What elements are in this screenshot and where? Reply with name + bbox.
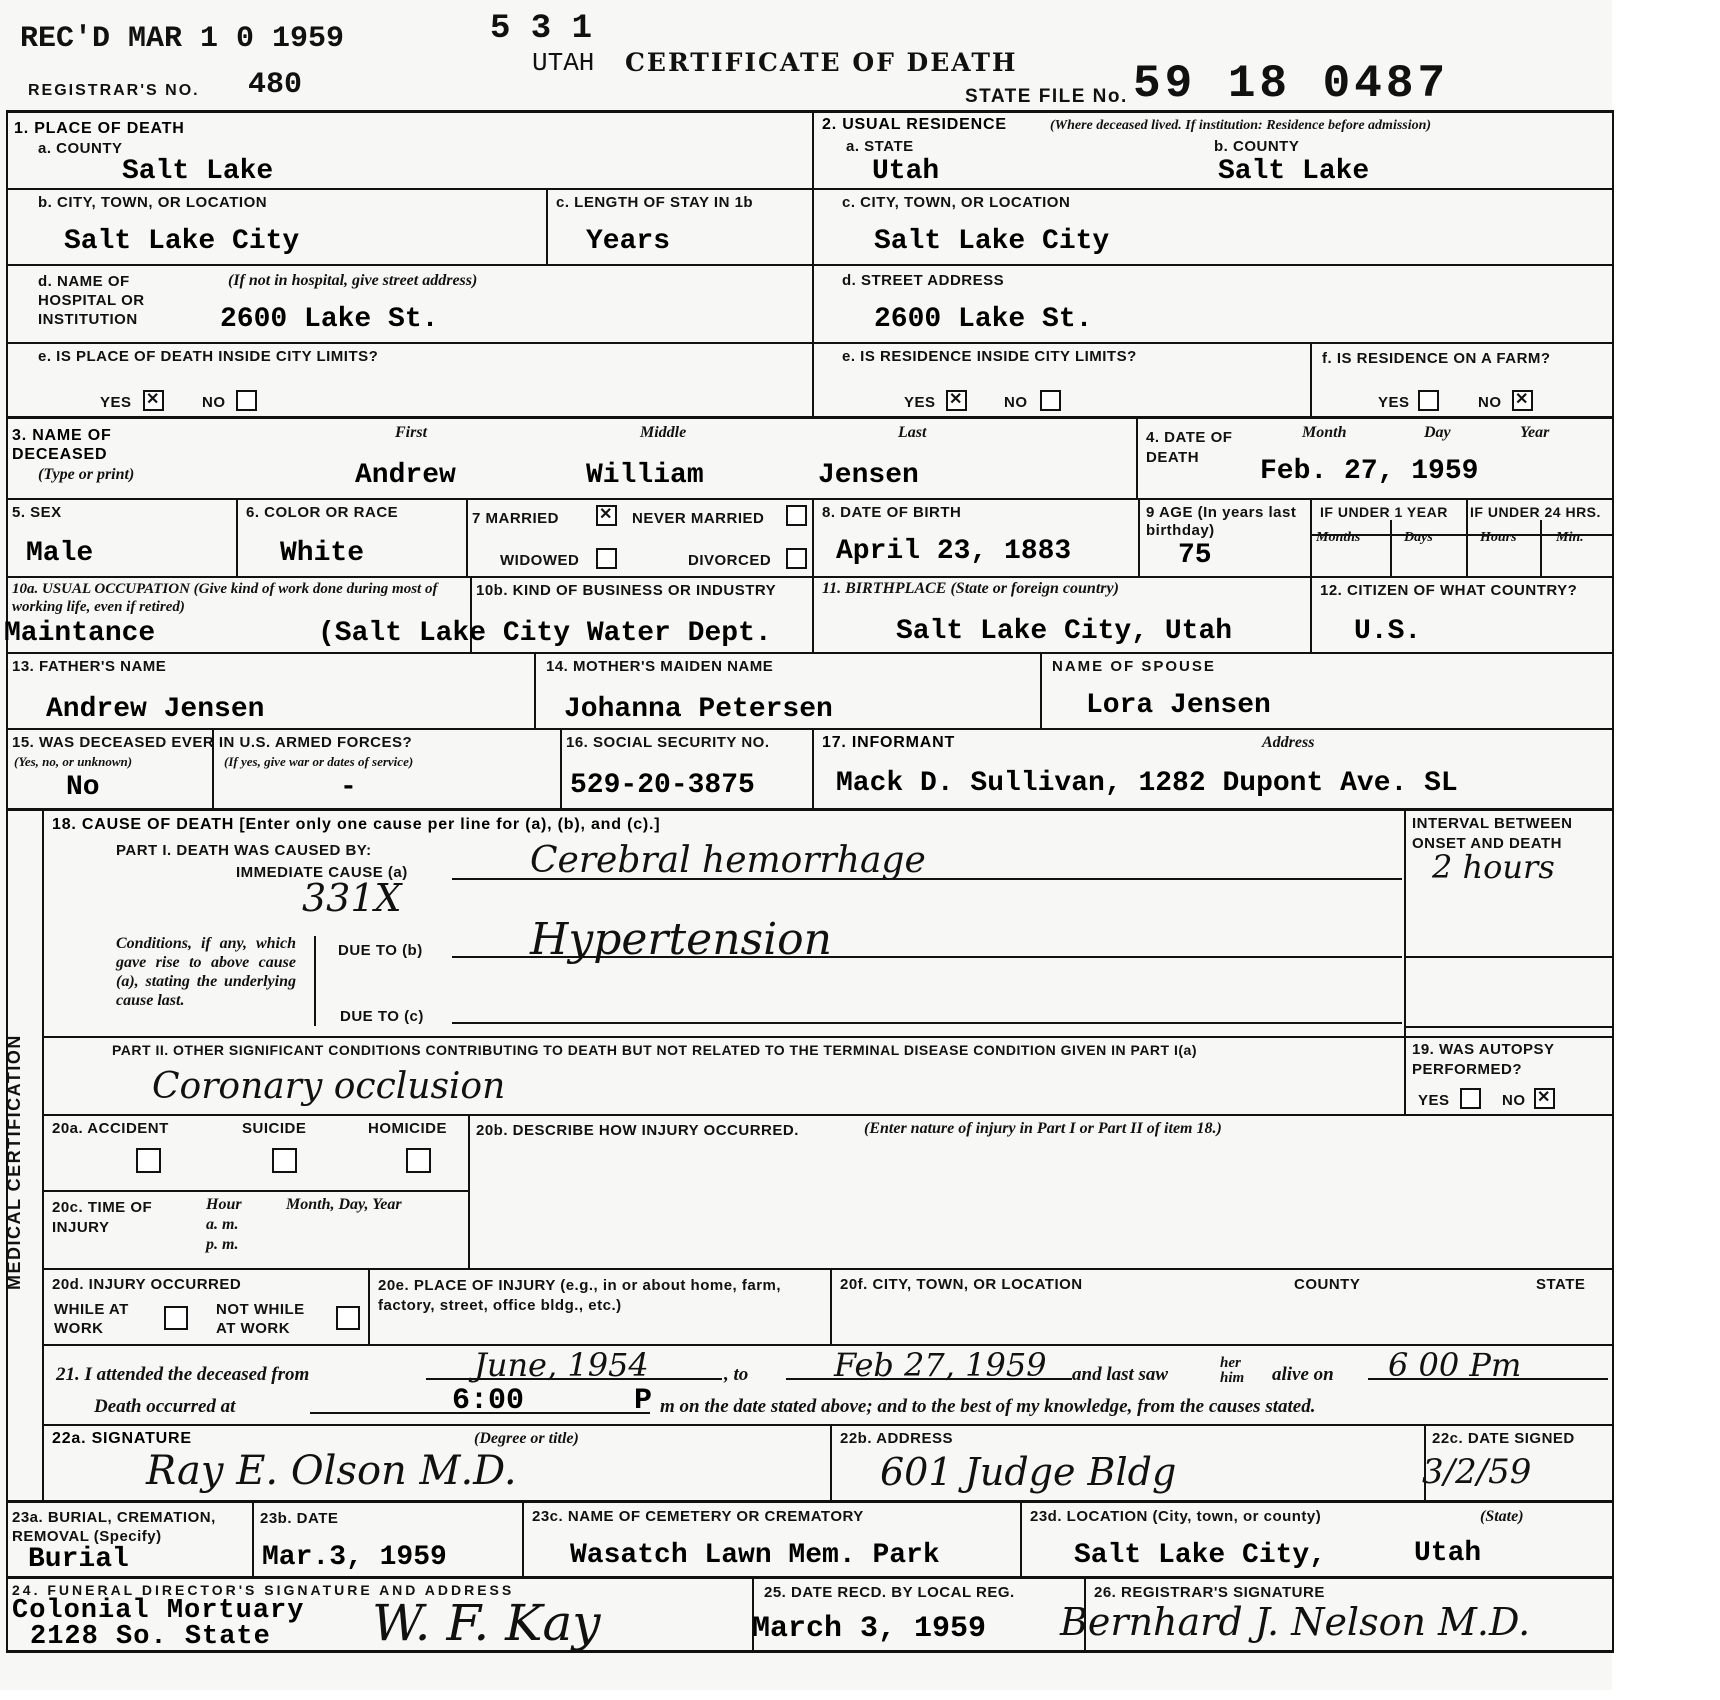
stay-label: c. LENGTH OF STAY IN 1b [556,194,754,211]
first-name: Andrew [355,460,456,491]
last-label: Last [898,424,927,441]
place-of-injury-label: 20e. PLACE OF INJURY (e.g., in or about home, farm, factory, street, office bldg., etc.) [378,1277,782,1314]
date-of-birth: April 23, 1883 [836,536,1072,567]
residence-limits-yes-label: YES [904,394,936,411]
residence-city: Salt Lake City [874,226,1110,257]
date-signed-label: 22c. DATE SIGNED [1432,1430,1575,1447]
month-day-year-label: Month, Day, Year [286,1196,402,1213]
death-limits-yes-checkbox[interactable] [143,390,164,411]
while-at-work-checkbox[interactable] [164,1306,188,1330]
registrar-no-label: REGISTRAR'S NO. [28,82,200,99]
funeral-home-name: Colonial Mortuary [12,1596,305,1626]
middle-label: Middle [640,424,687,441]
her-him-label: her him [1220,1355,1245,1386]
date-of-death: Feb. 27, 1959 [1260,456,1479,487]
not-while-at-work-checkbox[interactable] [336,1306,360,1330]
dob-label: 8. DATE OF BIRTH [822,504,962,521]
residence-state: Utah [872,156,940,187]
funeral-director-label: 24. FUNERAL DIRECTOR'S SIGNATURE AND ADDRESS [12,1582,515,1598]
months-label: Months [1316,530,1361,545]
residence-section: 2. USUAL RESIDENCE [822,116,1007,133]
autopsy-label: 19. WAS AUTOPSY PERFORMED? [1412,1041,1555,1078]
attended-to: Feb 27, 1959 [834,1346,1047,1384]
date-signed: 3/2/59 [1422,1452,1532,1492]
residence-city-label: c. CITY, TOWN, OR LOCATION [842,194,1071,211]
death-occurred-label: Death occurred at [94,1396,236,1417]
widowed-label: WIDOWED [500,552,580,569]
accident-label: 20a. ACCIDENT [52,1120,169,1137]
burial-type: Burial [28,1544,129,1575]
armed-note-2: (If yes, give war or dates of service) [224,754,414,769]
birthplace-label: 11. BIRTHPLACE (State or foreign country) [822,580,1119,597]
immediate-cause-label: IMMEDIATE CAUSE (a) [236,864,408,881]
death-limits-no-label: NO [202,394,226,411]
part-1-label: PART I. DEATH WAS CAUSED BY: [116,842,372,859]
injury-city-label: 20f. CITY, TOWN, OR LOCATION [840,1276,1083,1293]
cemetery-label: 23c. NAME OF CEMETERY OR CREMATORY [532,1508,864,1525]
pm-label: p. m. [206,1236,239,1253]
burial-state: Utah [1414,1538,1482,1569]
armed-forces: No [66,772,100,803]
sex-label: 5. SEX [12,504,62,521]
conditions-note: Conditions, if any, which gave rise to above cause (a), stating the underlying cause last. [116,935,296,1009]
never-married-checkbox[interactable] [786,505,807,526]
citizen: U.S. [1354,616,1422,647]
homicide-checkbox[interactable] [406,1148,431,1173]
attended-from: June, 1954 [474,1346,649,1384]
business-label: 10b. KIND OF BUSINESS OR INDUSTRY [476,582,777,599]
residence-limits-yes-checkbox[interactable] [946,390,967,411]
part-2-label: PART II. OTHER SIGNIFICANT CONDITIONS CONTRIBUTING TO DEATH BUT NOT RELATED TO THE TERMINAL DISEASE CONDITION GIVEN IN PART I(a) [112,1042,1197,1058]
divorced-checkbox[interactable] [786,548,807,569]
attended-label: 21. I attended the deceased from [56,1364,310,1385]
residence-street: 2600 Lake St. [874,304,1093,335]
mother-label: 14. MOTHER'S MAIDEN NAME [546,658,774,675]
disease-code: 331X [302,876,402,920]
medical-certification-label: MEDICAL CERTIFICATION [4,1034,24,1290]
year-label: Year [1520,424,1550,441]
injury-occurred-label: 20d. INJURY OCCURRED [52,1276,242,1293]
due-to-c-label: DUE TO (c) [340,1008,424,1025]
burial-date-label: 23b. DATE [260,1510,339,1527]
certificate-title: CERTIFICATE OF DEATH [625,48,1018,77]
due-to-b: Hypertension [530,914,833,965]
immediate-cause: Cerebral hemorrhage [530,840,926,881]
while-at-work-label: WHILE AT WORK [54,1301,129,1337]
street-label: d. STREET ADDRESS [842,272,1005,289]
race: White [280,538,365,569]
burial-location: Salt Lake City, [1074,1540,1327,1571]
alive-time: 6 00 Pm [1388,1346,1522,1384]
race-label: 6. COLOR OR RACE [246,504,399,521]
business: (Salt Lake City Water Dept. [318,618,772,649]
burial-location-label: 23d. LOCATION (City, town, or county) [1030,1508,1322,1525]
days-label: Days [1404,530,1433,545]
death-county: Salt Lake [122,156,274,187]
birthplace: Salt Lake City, Utah [896,616,1233,647]
registrar-no: 480 [248,68,303,102]
month-label: Month [1302,424,1347,441]
suicide-checkbox[interactable] [272,1148,297,1173]
physician-address: 601 Judge Bldg [880,1450,1177,1494]
physician-signature: Ray E. Olson M.D. [146,1448,517,1494]
funeral-director-signature: W. F. Kay [372,1594,601,1652]
sex: Male [26,538,94,569]
residence-limits-no-checkbox[interactable] [1040,390,1061,411]
received-stamp: REC'D MAR 1 0 1959 [20,22,345,56]
residence-county: Salt Lake [1218,156,1370,187]
describe-injury-label: 20b. DESCRIBE HOW INJURY OCCURRED. [476,1122,799,1139]
cause-of-death-label: 18. CAUSE OF DEATH [Enter only one cause per line for (a), (b), and (c).] [52,816,661,833]
divorced-label: DIVORCED [688,552,772,569]
am-label: a. m. [206,1216,239,1233]
hospital-note: (If not in hospital, give street address) [228,272,478,289]
to-label: , to [724,1364,749,1385]
autopsy-yes-checkbox[interactable] [1460,1088,1481,1109]
name-note: (Type or print) [38,466,135,483]
age-label: 9 AGE (In years last birthday) [1146,504,1297,539]
age: 75 [1178,540,1212,571]
farm-no-label: NO [1478,394,1502,411]
hour-label: Hour [206,1196,242,1213]
residence-state-label: a. STATE [846,138,914,155]
pm-mark: P [634,1384,653,1418]
cemetery: Wasatch Lawn Mem. Park [570,1540,940,1571]
funeral-home-address: 2128 So. State [30,1622,271,1652]
state-prefix: UTAH [532,48,595,78]
burial-state-label: (State) [1480,1508,1524,1525]
occupation-label: 10a. USUAL OCCUPATION (Give kind of work done during most of working life, even if retired) [12,581,438,615]
injury-county-label: COUNTY [1294,1276,1361,1293]
married-checkbox[interactable] [596,505,617,526]
ssn-label: 16. SOCIAL SECURITY NO. [566,734,770,751]
informant-label: 17. INFORMANT [822,734,956,751]
residence-note: (Where deceased lived. If institution: Residence before admission) [1050,118,1432,133]
armed-dates: - [340,772,357,803]
due-to-b-label: DUE TO (b) [338,942,423,959]
address-label: 22b. ADDRESS [840,1430,953,1447]
death-occurred-tail: m on the date stated above; and to the best of my knowledge, from the causes stated. [660,1396,1316,1417]
accident-checkbox[interactable] [136,1148,161,1173]
autopsy-yes-label: YES [1418,1092,1450,1109]
spouse-name: Lora Jensen [1086,690,1271,721]
farm-yes-label: YES [1378,394,1410,411]
last-saw-label: and last saw [1072,1364,1169,1385]
never-married-label: NEVER MARRIED [632,510,765,527]
city-label: b. CITY, TOWN, OR LOCATION [38,194,268,211]
death-city: Salt Lake City [64,226,300,257]
ssn: 529-20-3875 [570,770,755,801]
death-inside-limits-label: e. IS PLACE OF DEATH INSIDE CITY LIMITS? [38,348,379,365]
farm-no-checkbox[interactable] [1512,390,1533,411]
interval-label: INTERVAL BETWEEN ONSET AND DEATH [1412,815,1573,852]
date-received: March 3, 1959 [752,1612,987,1646]
farm-label: f. IS RESIDENCE ON A FARM? [1322,350,1551,367]
hospital: 2600 Lake St. [220,304,439,335]
hours-label: Hours [1480,530,1517,545]
occupation: Maintance [4,618,156,649]
hospital-label: d. NAME OF HOSPITAL OR INSTITUTION [38,273,145,328]
degree-label: (Degree or title) [474,1430,579,1447]
spouse-label: NAME OF SPOUSE [1052,658,1216,675]
under-1-year-label: IF UNDER 1 YEAR [1320,504,1448,520]
signature-label: 22a. SIGNATURE [52,1430,192,1447]
residence-limits-no-label: NO [1004,394,1028,411]
burial-date: Mar.3, 1959 [262,1542,447,1573]
widowed-checkbox[interactable] [596,548,617,569]
dod-label: 4. DATE OF DEATH [1146,429,1233,466]
autopsy-no-checkbox[interactable] [1534,1088,1555,1109]
first-label: First [395,424,428,441]
interval: 2 hours [1432,848,1555,886]
death-limits-yes-label: YES [100,394,132,411]
farm-yes-checkbox[interactable] [1418,390,1439,411]
under-24-hrs-label: IF UNDER 24 HRS. [1470,504,1601,520]
registrar-signature: Bernhard J. Nelson M.D. [1060,1600,1531,1644]
suicide-label: SUICIDE [242,1120,307,1137]
burial-type-label: 23a. BURIAL, CREMATION, REMOVAL (Specify) [12,1509,216,1545]
informant-address-label: Address [1262,734,1315,751]
last-name: Jensen [818,460,919,491]
name-label: 3. NAME OF DECEASED [12,427,112,463]
place-of-death-section: 1. PLACE OF DEATH [14,120,185,137]
day-label: Day [1424,424,1451,441]
state-file-no: 59 18 0487 [1133,58,1450,110]
registrar-signature-label: 26. REGISTRAR'S SIGNATURE [1094,1584,1325,1601]
homicide-label: HOMICIDE [368,1120,447,1137]
state-file-label: STATE FILE No. [965,86,1128,107]
autopsy-no-label: NO [1502,1092,1526,1109]
time-of-injury-label: 20c. TIME OF INJURY [52,1199,153,1236]
length-of-stay: Years [586,226,671,257]
part-2-conditions: Coronary occlusion [152,1066,506,1107]
residence-county-label: b. COUNTY [1214,138,1300,155]
not-while-at-work-label: NOT WHILE AT WORK [216,1301,305,1337]
alive-on-label: alive on [1272,1364,1334,1385]
death-time: 6:00 [452,1384,525,1418]
death-limits-no-checkbox[interactable] [236,390,257,411]
min-label: Min. [1556,530,1584,545]
county-label: a. COUNTY [38,140,123,157]
date-received-label: 25. DATE RECD. BY LOCAL REG. [764,1584,1015,1601]
armed-forces-label: 15. WAS DECEASED EVER IN U.S. ARMED FORCES? [12,734,413,751]
injury-state-label: STATE [1536,1276,1586,1293]
informant: Mack D. Sullivan, 1282 Dupont Ave. SL [836,768,1458,799]
married-label: 7 MARRIED [472,510,560,527]
middle-name: William [586,460,704,491]
citizen-label: 12. CITIZEN OF WHAT COUNTRY? [1320,582,1578,599]
residence-inside-limits-label: e. IS RESIDENCE INSIDE CITY LIMITS? [842,348,1137,365]
mother-name: Johanna Petersen [564,694,833,725]
describe-injury-note: (Enter nature of injury in Part I or Part II of item 18.) [864,1120,1222,1137]
armed-note-1: (Yes, no, or unknown) [14,754,133,769]
stamp-number: 5 3 1 [490,10,593,48]
father-name: Andrew Jensen [46,694,265,725]
father-label: 13. FATHER'S NAME [12,658,167,675]
